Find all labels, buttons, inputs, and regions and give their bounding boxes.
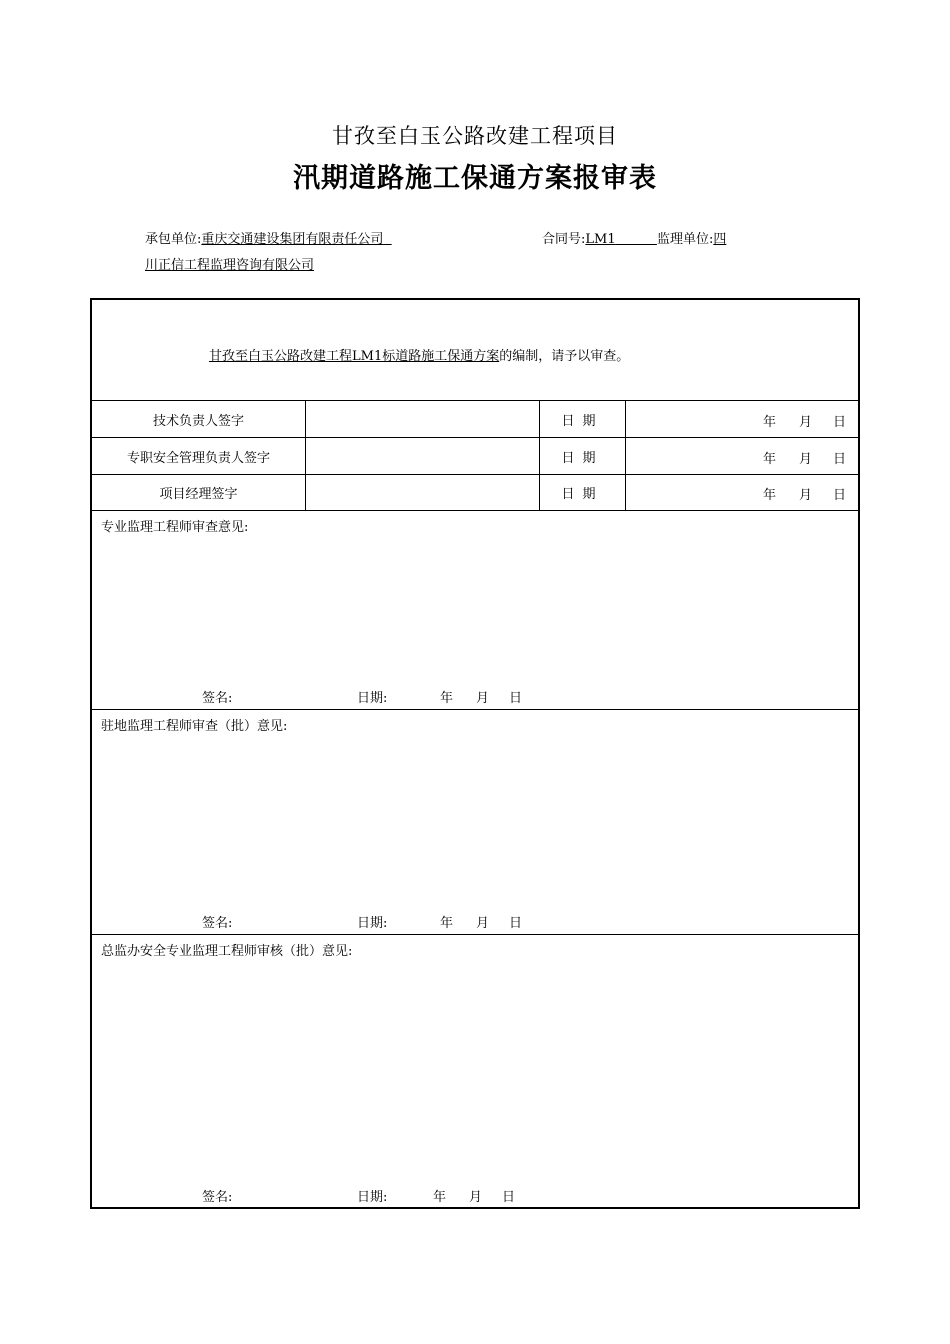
opinion-title: 专业监理工程师审查意见: [101,520,249,535]
day-label: 日 [833,415,847,430]
contract-supervisor-line [542,228,726,247]
contract-no-value: LM1 [585,232,616,247]
opinion-resident[interactable] [92,710,858,935]
day-label: 日 [509,691,523,706]
date-field[interactable] [626,401,858,437]
signature-label: 签名: [202,1190,233,1205]
supervisor-line-2 [145,254,314,273]
opinion-chief-safety[interactable] [92,935,858,1207]
project-name: 甘孜至白玉公路改建工程项目 [332,124,618,148]
date-label: 日期 [540,401,626,437]
sign-row-technical [92,401,858,438]
sign-row-label: 技术负责人签字 [92,401,306,437]
year-label: 年 [440,916,454,931]
contractor-value: 重庆交通建设集团有限责任公司 [201,232,384,247]
opinion-title: 驻地监理工程师审查（批）意见: [101,719,288,734]
signature-label: 签名: [202,691,233,706]
year-label: 年 [763,415,777,430]
form-title: 汛期道路施工保通方案报审表 [293,163,657,194]
contractor-label: 承包单位: [145,232,202,247]
opinion-title: 总监办安全专业监理工程师审核（批）意见: [101,944,353,959]
month-label: 月 [476,916,490,931]
sign-row-safety [92,438,858,475]
date-label: 日期: [357,691,388,706]
day-label: 日 [833,452,847,467]
sign-row-manager [92,474,858,511]
date-field[interactable] [626,474,858,510]
date-label: 日期: [357,916,388,931]
sign-row-label: 专职安全管理负责人签字 [92,438,306,474]
supervisor-label: 监理单位: [656,232,714,247]
year-label: 年 [763,488,777,503]
month-label: 月 [476,691,490,706]
contractor-line [145,228,392,247]
sign-row-label: 项目经理签字 [92,474,306,510]
month-label: 月 [799,488,813,503]
contract-no-label: 合同号: [542,232,586,247]
intro-request: 的编制，请予以审查。 [499,349,630,364]
signature-field[interactable] [305,401,540,437]
form-table [90,298,860,1209]
year-label: 年 [433,1190,447,1205]
date-label: 日期 [540,438,626,474]
month-label: 月 [469,1190,483,1205]
opinion-specialist[interactable] [92,511,858,710]
day-label: 日 [833,488,847,503]
date-label: 日期 [540,474,626,510]
year-label: 年 [440,691,454,706]
year-label: 年 [763,452,777,467]
signature-label: 签名: [202,916,233,931]
signature-field[interactable] [305,474,540,510]
supervisor-value-rest: 川正信工程监理咨询有限公司 [145,258,315,273]
supervisor-value-start: 四 [713,232,727,247]
signature-field[interactable] [305,438,540,474]
day-label: 日 [509,916,523,931]
day-label: 日 [502,1190,516,1205]
intro-section [92,300,858,401]
intro-text [209,345,629,364]
date-field[interactable] [626,438,858,474]
month-label: 月 [799,415,813,430]
date-label: 日期: [357,1190,388,1205]
month-label: 月 [799,452,813,467]
plan-name: 甘孜至白玉公路改建工程LM1标道路施工保通方案 [209,349,500,364]
